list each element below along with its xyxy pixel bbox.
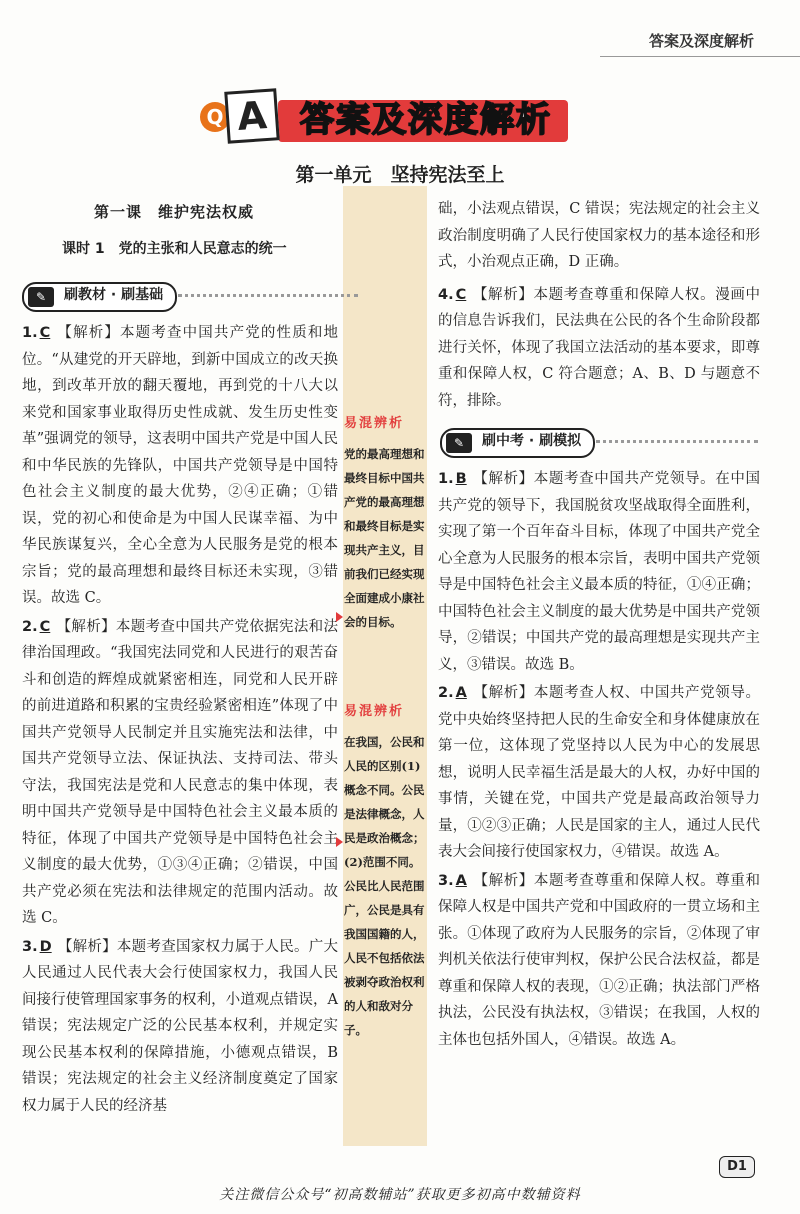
pointer-arrow-icon <box>336 612 343 622</box>
header-rule <box>600 56 800 57</box>
lesson-title: 第一课 维护宪法权威 <box>94 203 255 221</box>
period-title: 课时 1 党的主张和人民意志的统一 <box>62 241 287 257</box>
side-note <box>344 412 426 634</box>
answer-item: 1. C 【解析】本题考查中国共产党的性质和地位。“从建党的开天辟地，到新中国成立的改天换地，到改革开放的翻天覆地，再到党的十八大以来党和国家事业取得历史性成就、发生历史性变革”强调党的领导，这表明中国共产党是中国人民和中华民族的先锋队，中国共产党领导是中国特色社会主义制度的最大优势，②④正确；①错误，党的初心和使命是为中国人民谋幸福、为中华民族谋复兴，全心全意为人民服务是党的根本宗旨；党的最高理想和最终目标还未实现，③错误。故选 C。 <box>22 325 338 606</box>
continued-text: 础，小法观点错误，C 错误；宪法规定的社会主义政治制度明确了人民行使国家权力的基本途径和形式，小治观点正确，D 正确。 <box>438 201 760 270</box>
logo-title: 答案及深度解析 <box>300 100 552 140</box>
side-note-text: 党的最高理想和最终目标中国共产党的最高理想和最终目标是实现共产主义，目前我们已经实现全面建成小康社会的目标。 <box>344 447 425 629</box>
section-logo <box>200 86 570 146</box>
unit-title: 第一单元 坚持宪法至上 <box>295 164 505 186</box>
footer-note: 关注微信公众号“初高数辅站”获取更多初高中数辅资料 <box>219 1187 581 1203</box>
answer-item: 3. A 【解析】本题考查尊重和保障人权。尊重和保障人权是中国共产党和中国政府的一贯立场和主张。①体现了政府为人民服务的宗旨，②体现了审判机关依法行使审判权，保护公民合法权益，都是尊重和保障人权的表现，①②正确；执法部门严格执法，公民没有执法权，③错误；在我国，人权的主体也包括外国人，④错误。故选 A。 <box>438 872 760 1048</box>
right-column-top <box>438 196 760 414</box>
side-note <box>344 700 426 1042</box>
book-icon: ✎ <box>28 287 54 307</box>
section-header-exams <box>440 428 760 454</box>
q-badge-icon: Q <box>200 102 230 132</box>
pointer-arrow-icon <box>336 837 343 847</box>
answer-item: 4. C 【解析】本题考查尊重和保障人权。漫画中的信息告诉我们，民法典在公民的各个生命阶段都进行关怀，体现了我国立法活动的基本要求，即尊重和保障人权，C 符合题意；A、B、D 与题意不符，排除。 <box>438 286 760 409</box>
book-icon: ✎ <box>446 433 472 453</box>
answer-item: 1. B 【解析】本题考查中国共产党领导。在中国共产党的领导下，我国脱贫攻坚战取得全面胜利，实现了第一个百年奋斗目标，体现了中国共产党全心全意为人民服务的根本宗旨，表明中国共产党领导是中国特色社会主义最本质的特征，①④正确；中国特色社会主义制度的最大优势是中国共产党领导，②错误；中国共产党的最高理想是实现共产主义，③错误。故选 B。 <box>438 471 760 673</box>
page-number: D1 <box>719 1156 755 1178</box>
section-header-basics <box>22 282 342 308</box>
side-note-title: 易混辨析 <box>344 704 405 719</box>
side-note-text: 在我国，公民和人民的区别(1)概念不同。公民是法律概念，人民是政治概念；(2)范围不同。公民比人民范围广，公民是具有我国国籍的人，人民不包括依法被剥夺政治权利的人和敌对分子。 <box>344 735 425 1037</box>
section-label: ✎ 刷中考 · 刷模拟 <box>440 428 595 458</box>
left-column <box>22 320 338 1119</box>
side-note-title: 易混辨析 <box>344 416 405 431</box>
dotted-rule <box>596 440 758 443</box>
running-header: 答案及深度解析 <box>648 32 754 50</box>
answer-item: 3. D 【解析】本题考查国家权力属于人民。广大人民通过人民代表大会行使国家权力，我国人民间接行使管理国家事务的权利，小道观点错误，A 错误；宪法规定广泛的公民基本权利，并规定实现公民基本权利的保障措施，小德观点错误，B 错误；宪法规定的社会主义经济制度奠定了国家权力属于人民的经济基 <box>22 938 338 1114</box>
dotted-rule <box>178 294 358 297</box>
answer-item: 2. C 【解析】本题考查中国共产党依据宪法和法律治国理政。“我国宪法同党和人民进行的艰苦奋斗和创造的辉煌成就紧密相连，同党和人民开辟的前进道路和积累的宝贵经验紧密相连”体现了中国共产党领导人民制定并且实施宪法和法律，中国共产党领导立法、保证执法、支持司法、带头守法，我国宪法是党和人民意志的集中体现，表明中国共产党领导是中国特色社会主义最本质的特征，体现了中国共产党领导是中国特色社会主义制度的最大优势，①③④正确；②错误，中国共产党必须在宪法和法律规定的范围内活动。故选 C。 <box>22 618 338 926</box>
a-badge-icon: A <box>224 88 280 144</box>
section-label: ✎ 刷教材 · 刷基础 <box>22 282 177 312</box>
right-column-bottom <box>438 466 760 1053</box>
answer-item: 2. A 【解析】本题考查人权、中国共产党领导。党中央始终坚持把人民的生命安全和身体健康放在第一位，这体现了党坚持以人民为中心的发展思想，说明人民幸福生活是最大的人权，办好中国的事情，关键在党，中国共产党是最高政治领导力量，①②③正确；人民是国家的主人，通过人民代表大会间接行使国家权力，④错误。故选 A。 <box>438 685 760 860</box>
